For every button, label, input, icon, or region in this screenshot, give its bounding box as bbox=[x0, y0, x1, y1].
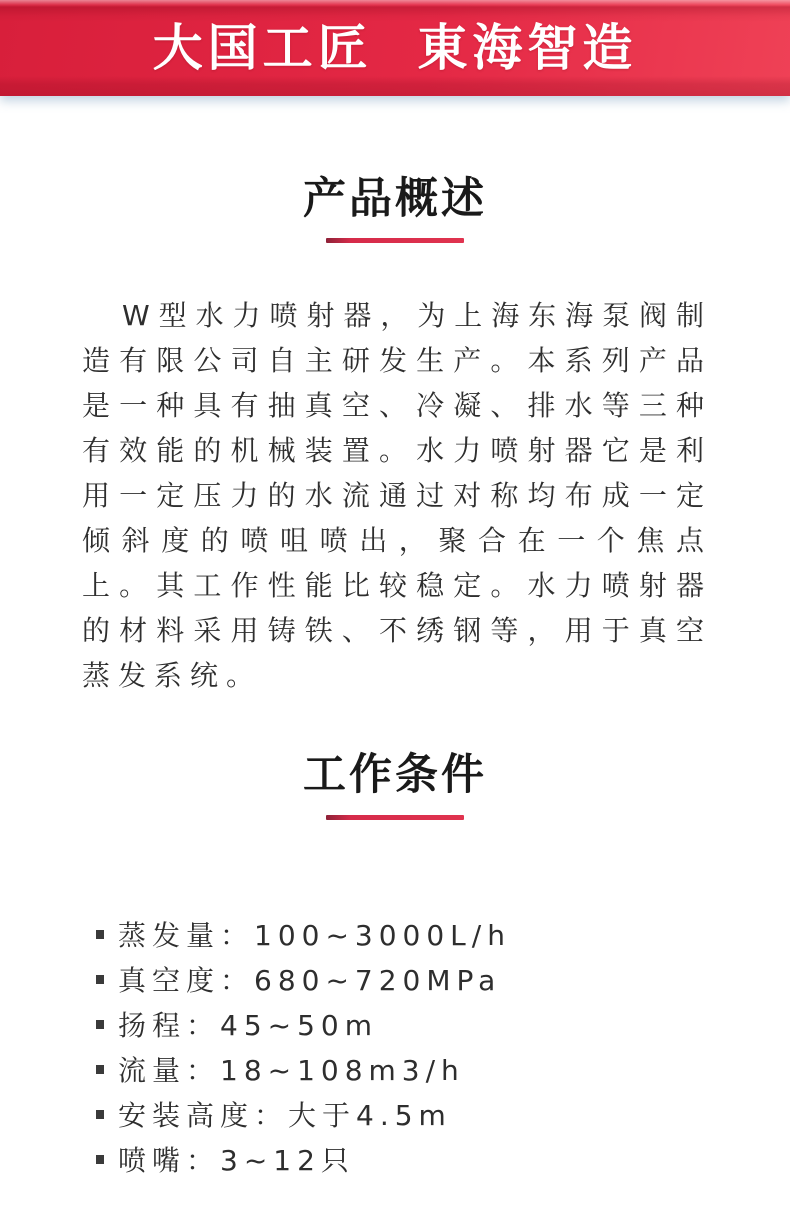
spec-item-nozzles bbox=[96, 1137, 790, 1182]
spec-item-head bbox=[96, 1002, 790, 1047]
heading-underline-decoration bbox=[326, 238, 464, 243]
spec-item-evaporation bbox=[96, 912, 790, 957]
bullet-dot-icon bbox=[96, 930, 104, 939]
banner-title: 大国工匠 東海智造 bbox=[152, 19, 638, 77]
spec-text: 真空度：680~720MPa bbox=[118, 964, 502, 998]
bullet-dot-icon bbox=[96, 1065, 104, 1074]
bullet-dot-icon bbox=[96, 1020, 104, 1029]
section-product-overview bbox=[0, 96, 790, 698]
spec-item-vacuum-degree bbox=[96, 957, 790, 1002]
bullet-dot-icon bbox=[96, 975, 104, 984]
spec-text: 安装高度：大于4.5m bbox=[118, 1099, 452, 1133]
spec-item-flow-rate bbox=[96, 1047, 790, 1092]
spec-text: 喷嘴：3~12只 bbox=[118, 1144, 355, 1178]
overview-paragraph: W型水力喷射器，为上海东海泵阀制造有限公司自主研发生产。本系列产品是一种具有抽真空、冷凝、排水等三种有效能的机械装置。水力喷射器它是利用一定压力的水流通过对称均布成一定倾斜度的喷咀喷出，聚合在一个焦点上。其工作性能比较稳定。水力喷射器的材料采用铸铁、不绣钢等，用于真空蒸发系统。 bbox=[82, 299, 712, 693]
section-working-conditions bbox=[0, 698, 790, 1181]
spec-text: 扬程：45~50m bbox=[118, 1009, 378, 1043]
heading-underline-decoration bbox=[326, 815, 464, 820]
bullet-dot-icon bbox=[96, 1110, 104, 1119]
bullet-dot-icon bbox=[96, 1155, 104, 1164]
header-banner bbox=[0, 0, 790, 96]
spec-text: 蒸发量：100~3000L/h bbox=[118, 919, 511, 953]
overview-heading: 产品概述 bbox=[303, 174, 487, 224]
spec-item-installation-height bbox=[96, 1092, 790, 1137]
working-conditions-heading: 工作条件 bbox=[303, 750, 487, 801]
spec-list bbox=[96, 912, 790, 1182]
spec-text: 流量：18~108m3/h bbox=[118, 1054, 465, 1088]
